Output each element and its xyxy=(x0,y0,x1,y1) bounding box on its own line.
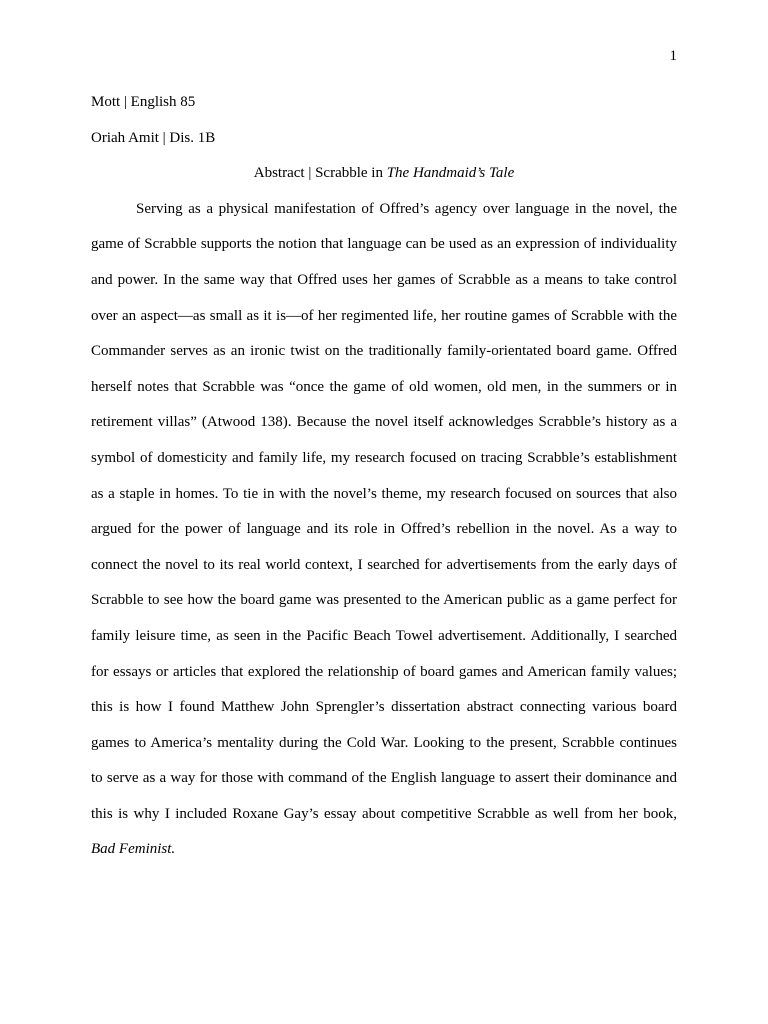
paragraph-line: to serve as a way for those with command of the English language to assert their dominance and xyxy=(91,770,677,787)
paragraph-line: games to America’s mentality during the Cold War. Looking to the present, Scrabble continues xyxy=(91,734,677,751)
paragraph-line: argued for the power of language and its role in Offred’s rebellion in the novel. As a way to xyxy=(91,521,677,538)
paragraph-line: this is how I found Matthew John Sprengler’s dissertation abstract connecting various board xyxy=(91,699,677,716)
document-title xyxy=(91,156,677,192)
title-prefix: Abstract | Scrabble in xyxy=(253,165,387,182)
paragraph-line: for essays or articles that explored the relationship of board games and American family values; xyxy=(91,663,677,680)
paragraph-line: Serving as a physical manifestation of Offred’s agency over language in the novel, the xyxy=(136,200,677,217)
header-author: Oriah Amit | Dis. 1B xyxy=(91,129,216,146)
abstract-paragraph xyxy=(91,192,677,868)
paragraph-last-line: Bad Feminist. xyxy=(91,841,176,858)
title-book-name: The Handmaid’s Tale xyxy=(386,165,515,182)
paragraph-line: symbol of domesticity and family life, my research focused on tracing Scrabble’s establishment xyxy=(91,449,677,466)
paragraph-line: this is why I included Roxane Gay’s essay about competitive Scrabble as well from her book, xyxy=(91,805,677,822)
paragraph-line: Commander serves as an ironic twist on the traditionally family-orientated board game. Offred xyxy=(91,343,677,360)
paragraph-line: herself notes that Scrabble was “once the game of old women, old men, in the summers or in xyxy=(91,378,677,395)
paragraph-line: as a staple in homes. To tie in with the novel’s theme, my research focused on sources that also xyxy=(91,485,677,502)
paragraph-line: and power. In the same way that Offred uses her games of Scrabble as a means to take control xyxy=(91,271,677,288)
paragraph-line: family leisure time, as seen in the Pacific Beach Towel advertisement. Additionally, I searched xyxy=(91,627,677,644)
paragraph-line: Scrabble to see how the board game was presented to the American public as a game perfect for xyxy=(91,592,677,609)
paragraph-line: connect the novel to its real world context, I searched for advertisements from the early days of xyxy=(91,556,677,573)
header-course: Mott | English 85 xyxy=(91,94,196,110)
paragraph-line: retirement villas” (Atwood 138). Because the novel itself acknowledges Scrabble’s history as a xyxy=(91,414,677,431)
paragraph-line: game of Scrabble supports the notion that language can be used as an expression of individuality xyxy=(91,236,677,253)
paragraph-line: over an aspect—as small as it is—of her regimented life, her routine games of Scrabble with the xyxy=(91,307,677,324)
page-number: 1 xyxy=(669,48,677,64)
document-body xyxy=(91,85,677,868)
